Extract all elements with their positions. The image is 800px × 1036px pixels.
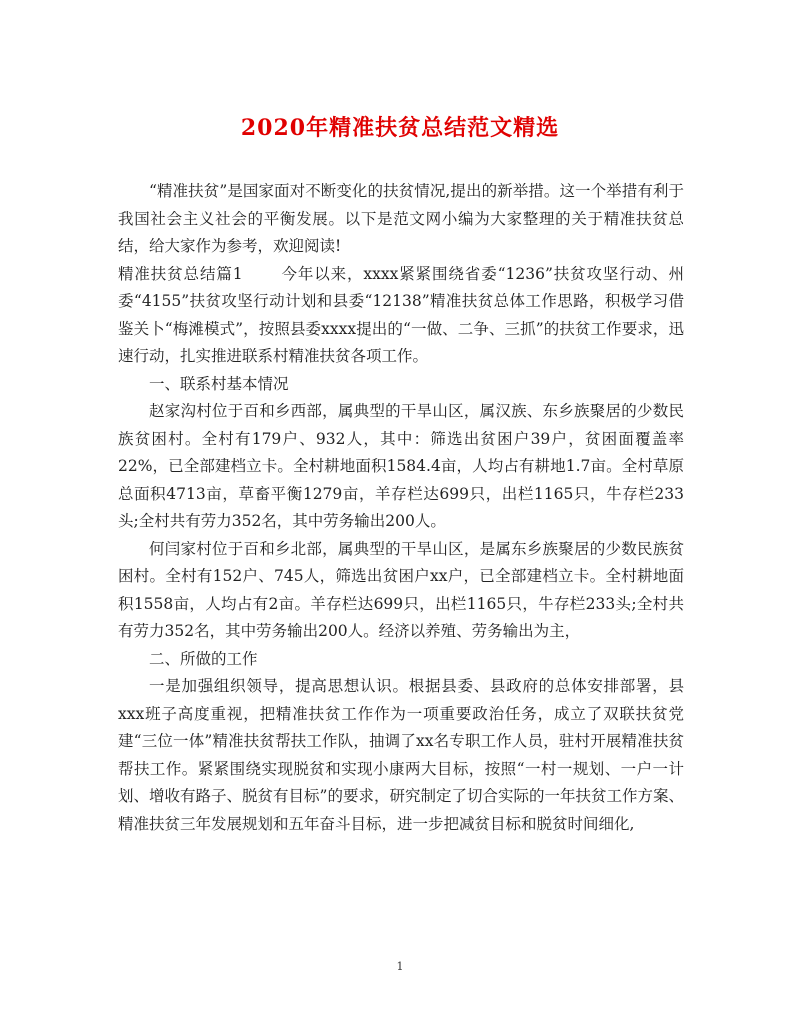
- section-text: 今年以来，xxxx紧紧围绕省委“1236”扶贫攻坚行动、州委“4155”扶贫攻坚行动计划和县委“12138”精准扶贫总体工作思路，积极学习借鉴关卜“梅滩模式”，按照县委xxxx提出的“一做、二争、三抓”的扶贫工作要求，迅速行动，扎实推进联系村精准扶贫各项工作。: [118, 264, 684, 365]
- heading-basic-info: 一、联系村基本情况: [149, 374, 289, 393]
- section-label: 精准扶贫总结篇1: [118, 264, 243, 283]
- paragraph-heyanjia: 何闫家村位于百和乡北部，属典型的干旱山区，是属东乡族聚居的少数民族贫困村。全村有152户、745人，筛选出贫困户xx户，已全部建档立卡。全村耕地面积1558亩，人均占有2亩。羊存栏达699只，出栏1165只，牛存栏233头;全村共有劳力352名，其中劳务输出200人。经济以养殖、劳务输出为主，: [118, 539, 684, 640]
- paragraph-organization: 一是加强组织领导，提高思想认识。根据县委、县政府的总体安排部署，县xxx班子高度重视，把精准扶贫工作作为一项重要政治任务，成立了双联扶贫党建“三位一体”精准扶贫帮扶工作队，抽调了xx名专职工作人员，驻村开展精准扶贫帮扶工作。紧紧围绕实现脱贫和实现小康两大目标，按照“一村一规划、一户一计划、增收有路子、脱贫有目标”的要求，研究制定了切合实际的一年扶贫工作方案、精准扶贫三年发展规划和五年奋斗目标，进一步把减贫目标和脱贫时间细化,: [118, 677, 684, 833]
- section-paragraph: [118, 261, 684, 371]
- page-number: 1: [396, 960, 404, 973]
- heading-work-done: 二、所做的工作: [149, 649, 258, 668]
- document-body: [118, 178, 684, 838]
- document-title: 2020年精准扶贫总结范文精选: [240, 115, 560, 141]
- paragraph-zhaojiagou: 赵家沟村位于百和乡西部，属典型的干旱山区，属汉族、东乡族聚居的少数民族贫困村。全村有179户、932人，其中：筛选出贫困户39户，贫困面覆盖率22%，已全部建档立卡。全村耕地面积1584.4亩，人均占有耕地1.7亩。全村草原总面积4713亩，草畜平衡1279亩，羊存栏达699只，出栏1165只，牛存栏233头;全村共有劳力352名，其中劳务输出200人。: [118, 402, 684, 530]
- intro-paragraph: “精准扶贫”是国家面对不断变化的扶贫情况,提出的新举措。这一个举措有利于我国社会主义社会的平衡发展。以下是范文网小编为大家整理的关于精准扶贫总结，给大家作为参考，欢迎阅读!: [118, 182, 684, 255]
